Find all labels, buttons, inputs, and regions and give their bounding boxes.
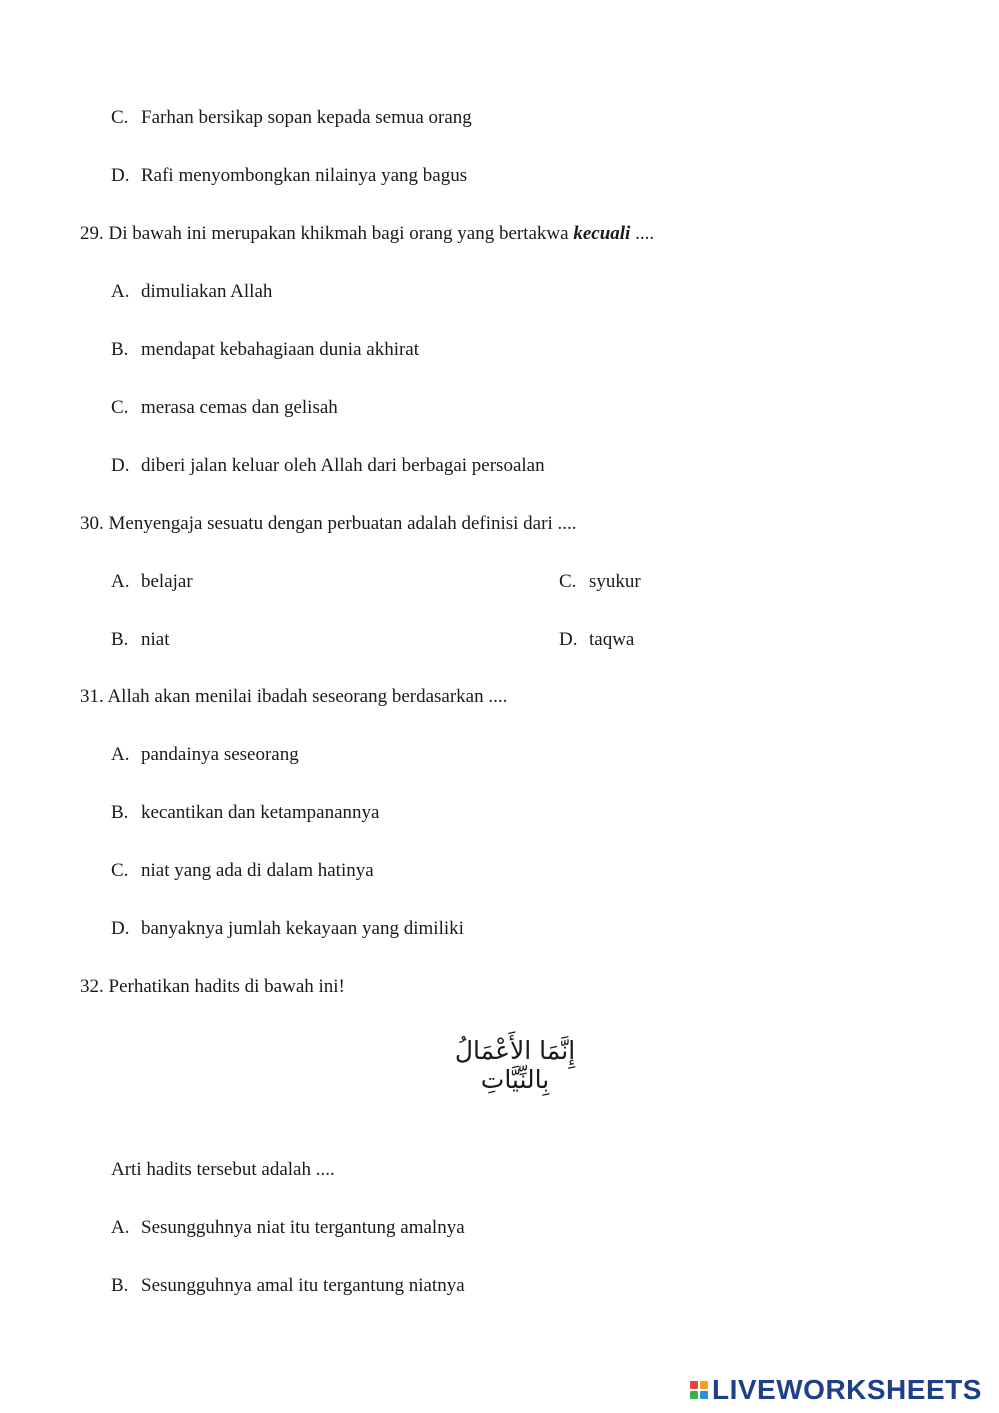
q29-option-c <box>111 397 338 419</box>
q30-option-b <box>111 629 170 651</box>
option-letter: B. <box>111 802 129 823</box>
q31-option-d <box>111 918 464 940</box>
question-text: Di bawah ini merupakan khikmah bagi orang yang bertakwa <box>108 223 569 244</box>
liveworksheets-brand <box>690 1376 990 1404</box>
option-letter: C. <box>111 860 129 881</box>
question-text: Perhatikan hadits di bawah ini! <box>108 976 345 997</box>
q30-option-a <box>111 571 193 593</box>
q29-option-d <box>111 455 545 477</box>
q29-option-b <box>111 339 419 361</box>
q30-option-d <box>559 629 634 651</box>
question-text: Allah akan menilai ibadah seseorang berdasarkan .... <box>107 686 508 707</box>
q28-option-c <box>111 107 472 129</box>
option-letter: C. <box>111 107 129 128</box>
option-letter: C. <box>111 397 129 418</box>
q32-option-a <box>111 1217 465 1239</box>
question-29 <box>80 223 654 245</box>
option-letter: B. <box>111 1275 129 1296</box>
option-letter: D. <box>111 455 130 476</box>
option-text: taqwa <box>589 629 635 650</box>
option-letter: D. <box>559 629 578 650</box>
option-letter: B. <box>111 629 129 650</box>
option-letter: D. <box>111 165 130 186</box>
option-text: banyaknya jumlah kekayaan yang dimiliki <box>141 918 464 939</box>
question-number: 32. <box>80 976 104 997</box>
question-30 <box>80 513 576 535</box>
question-number: 29. <box>80 223 104 244</box>
hadith-arabic-text: إِنَّمَا الأَعْمَالُ بِالنِّيَّاتِ <box>454 1036 576 1094</box>
option-text: kecantikan dan ketampanannya <box>141 802 380 823</box>
liveworksheets-logo-icon <box>690 1381 708 1399</box>
q28-option-d <box>111 165 467 187</box>
option-text: Sesungguhnya amal itu tergantung niatnya <box>141 1275 465 1296</box>
q30-option-c <box>559 571 641 593</box>
hadith-prompt: Arti hadits tersebut adalah .... <box>111 1159 335 1180</box>
question-number: 30. <box>80 513 104 534</box>
question-text: Menyengaja sesuatu dengan perbuatan adalah definisi dari .... <box>108 513 577 534</box>
question-31 <box>80 686 507 708</box>
option-text: Rafi menyombongkan nilainya yang bagus <box>141 165 468 186</box>
option-letter: D. <box>111 918 130 939</box>
q31-option-b <box>111 802 379 824</box>
option-letter: A. <box>111 1217 130 1238</box>
question-32 <box>80 976 345 998</box>
option-text: niat yang ada di dalam hatinya <box>141 860 374 881</box>
option-letter: B. <box>111 339 129 360</box>
q31-option-a <box>111 744 299 766</box>
option-text: belajar <box>141 571 193 592</box>
option-letter: A. <box>111 571 130 592</box>
question-ellipsis: .... <box>635 223 655 244</box>
q29-option-a <box>111 281 272 303</box>
q31-option-c <box>111 860 374 882</box>
question-number: 31. <box>80 686 104 707</box>
option-letter: A. <box>111 744 130 765</box>
option-letter: A. <box>111 281 130 302</box>
option-text: syukur <box>589 571 641 592</box>
option-text: Farhan bersikap sopan kepada semua orang <box>141 107 472 128</box>
brand-name: LIVEWORKSHEETS <box>712 1374 982 1405</box>
question-emphasis: kecuali <box>573 223 631 244</box>
option-text: dimuliakan Allah <box>141 281 273 302</box>
q32-option-b <box>111 1275 465 1297</box>
option-text: merasa cemas dan gelisah <box>141 397 338 418</box>
option-text: diberi jalan keluar oleh Allah dari berbagai persoalan <box>141 455 545 476</box>
option-text: Sesungguhnya niat itu tergantung amalnya <box>141 1217 465 1238</box>
option-text: pandainya seseorang <box>141 744 299 765</box>
option-letter: C. <box>559 571 577 592</box>
option-text: mendapat kebahagiaan dunia akhirat <box>141 339 420 360</box>
option-text: niat <box>141 629 170 650</box>
